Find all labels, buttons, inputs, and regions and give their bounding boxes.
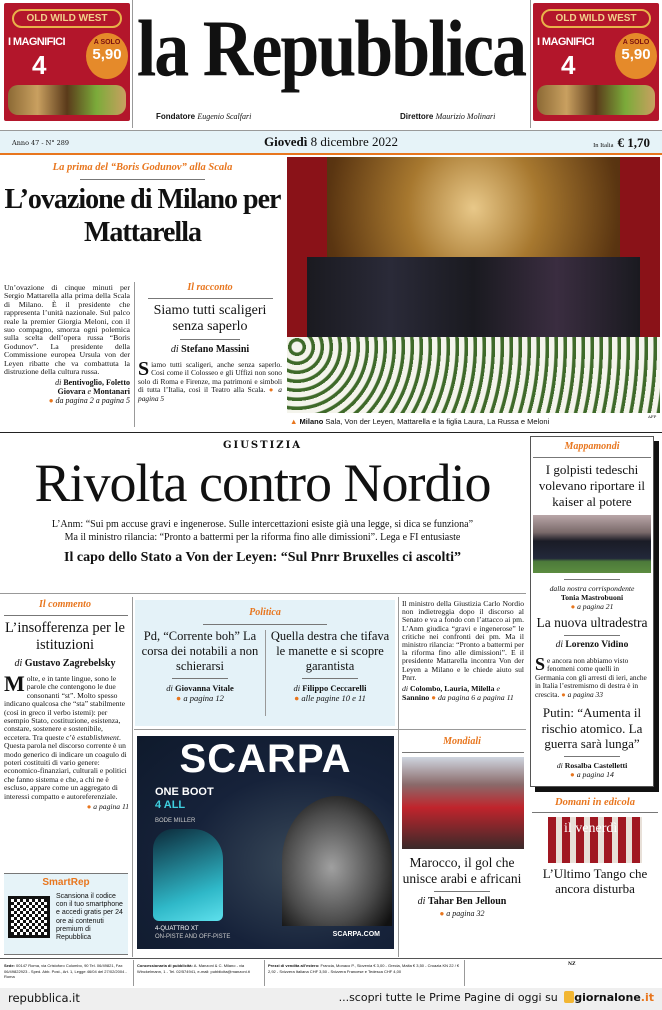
founder [156, 112, 251, 121]
top-headline[interactable]: L’ovazione di Milano per Mattarella [4, 184, 281, 248]
smartrep-box[interactable] [4, 873, 128, 955]
bottom-bar [0, 988, 662, 1010]
people [307, 257, 640, 337]
racconto-headline[interactable]: Siamo tutti scaligeri senza saperlo [153, 303, 267, 334]
mappamondi-credit: dalla nostra corrispondente Tonia Mastrobuoni ● a pagina 21 [549, 584, 635, 611]
author: Gustavo Zagrebelsky [24, 658, 116, 669]
smartrep-text: Scansiona il codice con il tuo smartphone e accedi gratis per 24 ore ai contenuti premium di Repubblica [56, 893, 123, 942]
main-story-head [0, 439, 525, 566]
authors: Colombo, Lauria, Milella [410, 684, 495, 694]
domani-headline[interactable]: L’Ultimo Tango che ancora disturba [542, 865, 648, 896]
smartrep-title: SmartRep [42, 877, 90, 888]
by: di [170, 344, 179, 355]
scarpa-tag: 4 ALL [155, 799, 186, 811]
top-body-column [4, 284, 130, 405]
ad-price: 5,90 [621, 46, 651, 63]
page-ref[interactable]: a pagina 12 [183, 693, 224, 703]
page-ref[interactable]: a pagina 21 [577, 602, 614, 611]
magazine-logo: il venerdì [564, 820, 618, 836]
divider [203, 624, 327, 625]
racconto-byline [137, 344, 283, 356]
politica-headline: Pd, “Corrente boh” La corsa dei notabili a non schierarsi [141, 629, 259, 673]
main-deck [0, 518, 525, 544]
body-text: e ancora non abbiamo visto fenomeni come quelli in Germania con gli arresti di ieri, anche in Italia l’estremismo di destra è in crescita. [535, 656, 647, 699]
author: Giovanna Vitale [174, 683, 234, 693]
racconto-column [137, 282, 283, 403]
promo-text: ...scopri tutte le Prime Pagine di oggi su [338, 991, 558, 1004]
scarpa-product: 4-QUATTRO XT [155, 926, 199, 932]
main-subhead[interactable]: Il capo dello Stato a Von der Leyen: “Sul Pnrr Bruxelles ci ascolti” [64, 550, 461, 565]
divider [564, 756, 620, 757]
flowers [287, 337, 660, 413]
commento-headline[interactable]: L’insofferenza per le istituzioni [5, 620, 125, 653]
authors: Giovara [57, 387, 86, 397]
label: Sede: [4, 963, 15, 968]
scarpa-ad[interactable] [137, 736, 394, 949]
brand-suffix: .it [640, 991, 654, 1004]
divider [180, 339, 240, 340]
ad-brand: OLD WILD WEST [541, 9, 651, 28]
divider [4, 615, 128, 616]
page-ref[interactable]: alle pagine 10 e 11 [301, 693, 366, 703]
author: Lorenzo Vidino [565, 640, 629, 650]
politica-kicker: Politica [249, 607, 281, 618]
divider [564, 579, 620, 580]
site-link[interactable]: repubblica.it [8, 991, 80, 1005]
issue-number: Anno 47 - N° 289 [12, 139, 70, 147]
photo-credit: AFP [648, 414, 657, 419]
mondiali-byline: di Tahar Ben Jelloun ● a pagina 32 [417, 896, 507, 918]
by: di [417, 896, 426, 907]
scarpa-tag: ONE BOOT [155, 786, 214, 798]
caption-text: Sala, Von der Leyen, Mattarella e la figlia Laura, La Russa e Meloni [325, 417, 550, 426]
morocco-photo[interactable] [402, 757, 524, 849]
divider [264, 960, 265, 986]
author: Rosalba Castelletti [564, 760, 628, 770]
authors: Sannino [402, 693, 430, 703]
divider [398, 597, 399, 957]
dropcap: S [535, 654, 546, 674]
scarpa-url: SCARPA.COM [332, 931, 380, 938]
politica-box [135, 600, 395, 726]
mondiali-kicker: Mondiali [443, 736, 481, 747]
date-text: 8 dicembre 2022 [310, 134, 398, 149]
dropcap: S [138, 358, 150, 380]
document-icon [564, 991, 574, 1003]
racconto-kicker: Il racconto [187, 282, 233, 293]
qr-code-icon [8, 896, 50, 938]
mappamondi-byline-3: di Rosalba Castelletti ● a pagina 14 [556, 760, 628, 780]
commento-body: Molte, e in tante lingue, sono le parole che contengono le due consonanti “st”. Molto spesso indicano qualcosa che “sta” stabilmente (così in greco il verbo ìstemi): per esempio Stato, costituzione, esistenza, constare, sostenere e sostenibile, eccetera. Tra queste c’è establishment. Questa parola nel discorso corrente è un modo generico di indicare un coagulo di poteri costituiti di vario genere: economico-finanziari, culturali e politici che fanno sistema e che, a chi ne è escluso, appare come un aggregato di interessi compatto e autoreferenziale. ● a pagina 11 [4, 671, 129, 812]
ad-promo: A SOLO [93, 39, 121, 46]
venerdi-cover[interactable] [548, 817, 642, 863]
director-name: Maurizio Molinari [435, 112, 496, 121]
footer-pubblicita [137, 963, 261, 974]
price [593, 134, 650, 152]
politica-item[interactable]: Pd, “Corrente boh” La corsa dei notabili a non schierarsi di Giovanna Vitale ● a pagina 12 [137, 629, 263, 703]
right-column [530, 436, 660, 896]
bottom-promo[interactable] [339, 991, 654, 1004]
author: Tonia Mastrobuoni [560, 593, 624, 602]
divider [533, 457, 651, 458]
by: di [555, 640, 564, 650]
main-body-column [402, 600, 524, 702]
divider [132, 0, 133, 128]
commento-byline [0, 658, 130, 670]
footer-sede [4, 963, 130, 980]
date [200, 134, 462, 150]
body-emphasis: establishment [77, 732, 119, 742]
divider [564, 635, 620, 636]
deck-line: Ma il ministro rilancia: “Pronto a battermi per la riforma fino alle dimissioni”. Lega e FI entusiaste [64, 532, 461, 543]
divider [134, 282, 135, 427]
ad-line1: I MAGNIFICI [8, 36, 65, 48]
divider [134, 729, 526, 730]
brand: giornalone [574, 991, 641, 1004]
burger-image [537, 85, 655, 115]
and: e [496, 684, 500, 694]
footer-code: NZ [568, 962, 576, 967]
section-label: GIUSTIZIA [222, 440, 302, 451]
label: Concessionaria di pubblicità: [137, 963, 193, 968]
divider [0, 958, 662, 959]
price-value: € 1,70 [617, 135, 650, 150]
director-label: Direttore [400, 112, 434, 121]
by: di [402, 684, 409, 694]
and: e [87, 387, 92, 397]
author: Stefano Massini [181, 344, 250, 355]
divider [265, 630, 266, 716]
divider [532, 812, 658, 813]
top-kicker: La prima del “Boris Godunov” alla Scala [52, 162, 233, 173]
caption-place: Milano [299, 417, 324, 426]
politica-item[interactable]: Quella destra che tifava le manette e si scopre garantista di Filippo Ceccarelli ● alle pagine 10 e 11 [267, 629, 393, 703]
director [400, 112, 495, 121]
divider [133, 960, 134, 986]
divider [530, 0, 531, 128]
divider [464, 960, 465, 986]
mappamondi-byline-2 [531, 640, 653, 651]
mappamondi-headline-2[interactable]: La nuova ultradestra [536, 615, 648, 630]
ad-line2: 4 [561, 50, 576, 80]
divider [80, 179, 205, 180]
page-ref[interactable]: a pagina 14 [576, 770, 614, 780]
commento-column [0, 599, 130, 955]
by: di [293, 683, 301, 693]
mappamondi-headline[interactable]: I golpisti tedeschi volevano riportare il kaiser al potere [538, 462, 646, 509]
footer-prezzi [268, 963, 460, 974]
page-ref[interactable]: a pagina 33 [567, 689, 603, 699]
divider [0, 593, 526, 594]
page-ref[interactable]: a pagina 11 [93, 802, 129, 812]
text: 00147 Roma, via Cristoforo Colombo, 90 Tel. 06/49821, Fax 06/49822923 - Sped. Abb. Post., Art. 1, Legge 46/04 del 27/02/2004 - Roma [4, 963, 127, 979]
ad-brand: OLD WILD WEST [12, 9, 122, 28]
photo-caption: ▲ Milano Sala, Von der Leyen, Mattarella e la figlia Laura, La Russa e Meloni [290, 417, 550, 426]
price-label: In Italia [593, 142, 614, 149]
founder-name: Eugenio Scalfari [197, 112, 252, 121]
mappamondi-kicker: Mappamondi [564, 441, 620, 452]
scarpa-name: BODE MILLER [155, 818, 196, 824]
by: di [556, 760, 563, 770]
police-photo[interactable] [533, 515, 651, 573]
label: Prezzi di vendita all’estero: [268, 963, 320, 968]
commento-kicker: Il commento [39, 599, 91, 610]
by: di [14, 658, 23, 669]
credit: dalla nostra corrispondente [549, 584, 635, 593]
divider [0, 432, 662, 433]
athlete-face-image [282, 796, 392, 926]
author: Filippo Ceccarelli [302, 683, 367, 693]
mondiali-headline[interactable]: Marocco, il gol che unisce arabi e africani [402, 855, 522, 886]
mappamondi-body: Se ancora non abbiamo visto fenomeni come quelli in Germania con gli arresti di ieri, anche in Italia l’estremismo di destra è in crescita. ● a pagina 33 [535, 654, 647, 699]
main-body: Il ministro della Giustizia Carlo Nordio non indietreggia dopo il discorso al Senato e va a fondo con l’attacco ai pm. L’Anm giudica “gravi e ingenerose” le critiche nei confronti dei pm. Ma il ministro rilancia: “Pronto a battermi per la riforma fino alle dimissioni”. E il presidente Mattarella incontra Von der Leyen a Milano e le chiede aiuto sul Pnrr. [402, 599, 524, 682]
page-ref[interactable]: a pagina 32 [446, 909, 485, 918]
date-day: Giovedì [264, 134, 308, 149]
page-ref[interactable]: a pagina 5 [138, 385, 282, 403]
body-text: iamo tutti scaligeri, anche senza saperlo. Così come il Colosseo e gli Uffizi non sono solo di Roma e Firenze, ma patrimoni e simboli di tutta l’Italia, così il Teatro alla Scala. [138, 360, 282, 395]
main-byline: di Colombo, Lauria, Milella e Sannino ● da pagina 6 a pagina 11 [402, 684, 514, 703]
text: A. Manzoni & C. Milano - via Winckelmann, 1 - Tel. 02/574941, e-mail: pubblicita@manzoni.it [137, 963, 250, 974]
body-text: . Questa parola nel discorso corrente è un modo generico di indicare un coagulo di poteri costituiti di vario genere: economico-finanziari, culturali e politici che fanno sistema e che, a chi ne è escluso, appare come un aggregato di interessi compatto e autoreferenziale. [4, 732, 127, 801]
by: di [166, 683, 173, 693]
scala-photo[interactable] [287, 157, 660, 413]
politica-headline: Quella destra che tifava le manette e si scopre garantista [270, 629, 390, 673]
authors: Montanari [93, 387, 130, 397]
authors: Bentivoglio, Foletto [63, 378, 130, 388]
top-story-head [0, 161, 285, 249]
divider [434, 891, 490, 892]
divider [132, 597, 133, 957]
page-ref[interactable]: da pagina 6 a pagina 11 [437, 693, 514, 703]
ad-price-badge [86, 33, 128, 79]
ad-price: 5,90 [92, 46, 122, 63]
page-ref[interactable]: da pagina 2 a pagina 5 [55, 396, 130, 406]
mappamondi-headline-3[interactable]: Putin: “Aumenta il rischio atomico. La guerra sarà lunga” [541, 705, 643, 752]
mappamondi-box [530, 436, 654, 787]
top-body: Un’ovazione di cinque minuti per Sergio Mattarella alla prima della Scala di Milano. È il presidente che rappresenta l’unità nazionale. Sul palco reale la premier Giorgia Meloni, con il suo compagno, smorza ogni polemica sulla scelta dell’opera russa “Boris Godunov”. La presidente della Commissione europea Ursula von der Leyen ribatte che va combattuta la distruzione della cultura russa. [4, 283, 130, 377]
divider [402, 752, 524, 753]
ad-promo: A SOLO [622, 39, 650, 46]
top-byline: di Bentivoglio, Foletto Giovara e Montanari ● da pagina 2 a pagina 5 [48, 378, 130, 406]
author: Tahar Ben Jelloun [427, 896, 507, 907]
ad-left[interactable] [4, 3, 130, 121]
ad-price-badge [615, 33, 657, 79]
text: Francia, Monaco P., Slovenia € 3,00 - Grecia, Malta € 3,50 - Croazia KN 22 / € 2,92 - Svizzera Italiana CHF 3,50 - Svizzera Francese e Tedesca CHF 4,00 [268, 963, 460, 974]
domani-kicker: Domani in edicola [555, 796, 635, 808]
masthead-logo[interactable]: la Repubblica [136, 5, 526, 94]
mondiali-column [400, 736, 524, 920]
ski-boot-image [153, 829, 223, 921]
by: di [55, 378, 62, 388]
main-headline[interactable]: Rivolta contro Nordio [34, 453, 491, 513]
ad-right[interactable] [533, 3, 659, 121]
date-bar [0, 130, 662, 155]
founder-label: Fondatore [156, 112, 196, 121]
scarpa-product-sub: ON-PISTE AND OFF-PISTE [155, 934, 231, 940]
racconto-body: Siamo tutti scaligeri, anche senza saperlo. Così come il Colosseo e gli Uffizi non sono solo di Roma e Firenze, ma patrimoni e simboli di tutta l’Italia, così il Teatro alla Scala. ● a pagina 5 [138, 358, 282, 403]
dropcap: M [4, 671, 25, 696]
divider [148, 298, 273, 299]
burger-image [8, 85, 126, 115]
body-text: olte, e in tante lingue, sono le parole che contengono le due consonanti “st”. Molto spesso indicano qualcosa che “sta” stabilmente (così in greco il verbo ìstemi): per esempio Stato, costituzione, esistenza, constare, sostenere e sostenibile, eccetera. Tra queste c’è [4, 674, 126, 742]
scarpa-logo: SCARPA [179, 737, 352, 781]
deck-line: L’Anm: “Sui pm accuse gravi e ingenerose. Sulle intercettazioni esiste già una legge, si dica se funziona” [51, 519, 474, 530]
ad-line2: 4 [32, 50, 47, 80]
ad-line1: I MAGNIFICI [537, 36, 594, 48]
